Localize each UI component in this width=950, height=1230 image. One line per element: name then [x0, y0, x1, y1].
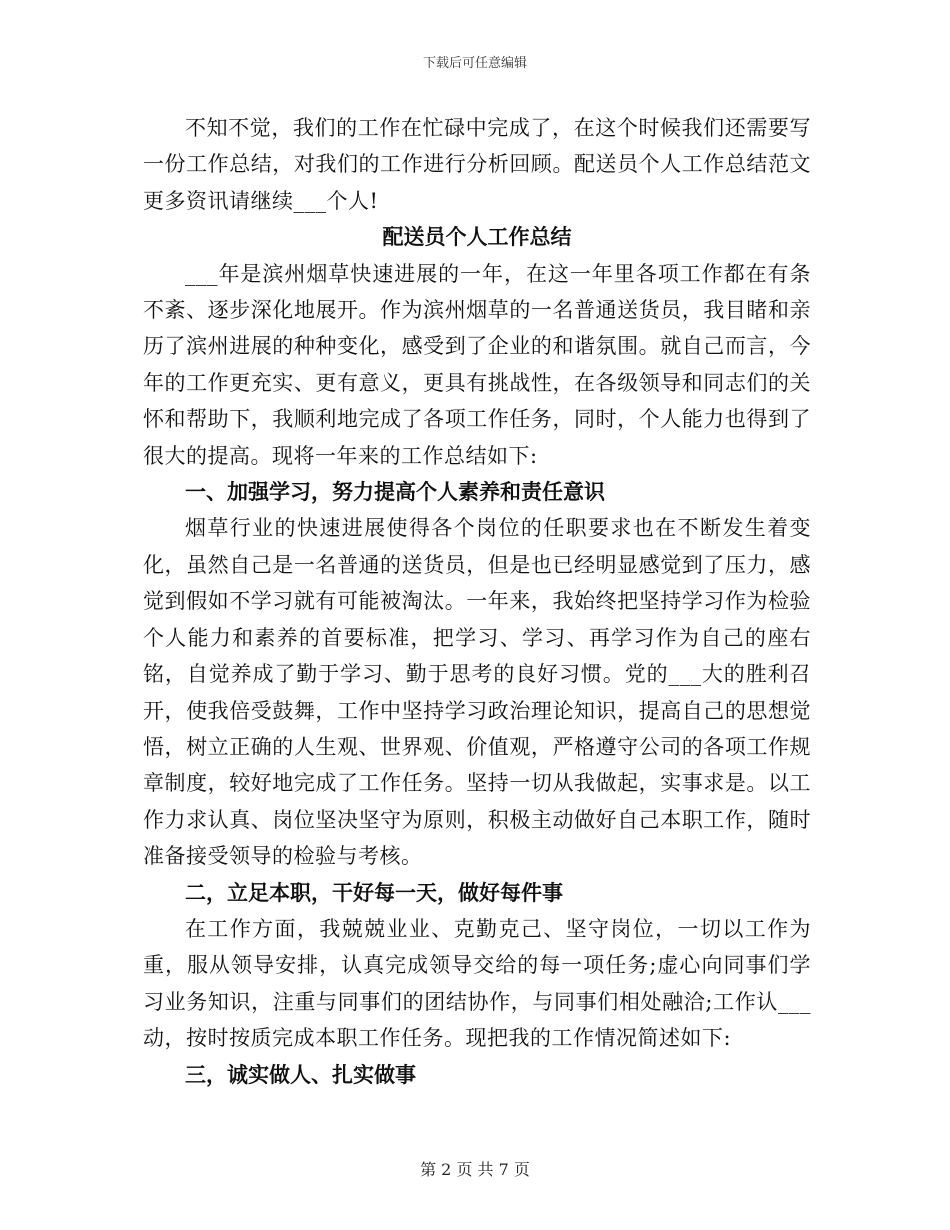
document-title: 配送员个人工作总结 [382, 224, 572, 250]
section-heading-3: 三，诚实做人、扎实做事 [185, 1061, 416, 1087]
document-body [143, 110, 811, 1093]
section-paragraph-1: 烟草行业的快速进展使得各个岗位的任职要求也在不断发生着变化，虽然自己是一名普通的送货员，但是也已经明显感觉到了压力，感觉到假如不学习就有可能被淘汰。一年来，我始终把坚持学习作为检验个人能力和素养的首要标准，把学习、学习、再学习作为自己的座右铭，自觉养成了勤于学习、勤于思考的良好习惯。党的___大的胜利召开，使我倍受鼓舞，工作中坚持学习政治理论知识，提高自己的思想觉悟，树立正确的人生观、世界观、价值观，严格遵守公司的各项工作规章制度，较好地完成了工作任务。坚持一切从我做起，实事求是。以工作力求认真、岗位坚决坚守为原则，积极主动做好自己本职工作，随时准备接受领导的检验与考核。 [143, 516, 811, 869]
section-heading-2: 二，立足本职，干好每一天，做好每件事 [185, 879, 563, 905]
overview-paragraph: ___年是滨州烟草快速进展的一年，在这一年里各项工作都在有条不紊、逐步深化地展开。作为滨州烟草的一名普通送货员，我目睹和亲历了滨州进展的种种变化，感受到了企业的和谐氛围。就自己而言，今年的工作更充实、更有意义，更具有挑战性，在各级领导和同志们的关怀和帮助下，我顺利地完成了各项工作任务，同时，个人能力也得到了很大的提高。现将一年来的工作总结如下: [143, 261, 811, 468]
page-number: 第 2 页 共 7 页 [420, 1160, 530, 1179]
section-heading-1: 一、加强学习，努力提高个人素养和责任意识 [185, 479, 605, 505]
intro-paragraph: 不知不觉，我们的工作在忙碌中完成了，在这个时候我们还需要写一份工作总结，对我们的工作进行分析回顾。配送员个人工作总结范文更多资讯请继续___个人! [143, 116, 811, 213]
header-note: 下载后可任意编辑 [422, 56, 527, 71]
section-paragraph-2: 在工作方面，我兢兢业业、克勤克己、坚守岗位，一切以工作为重，服从领导安排，认真完成领导交给的每一项任务;虚心向同事们学习业务知识，注重与同事们的团结协作，与同事们相处融洽;工作认___动，按时按质完成本职工作任务。现把我的工作情况简述如下: [143, 916, 811, 1051]
